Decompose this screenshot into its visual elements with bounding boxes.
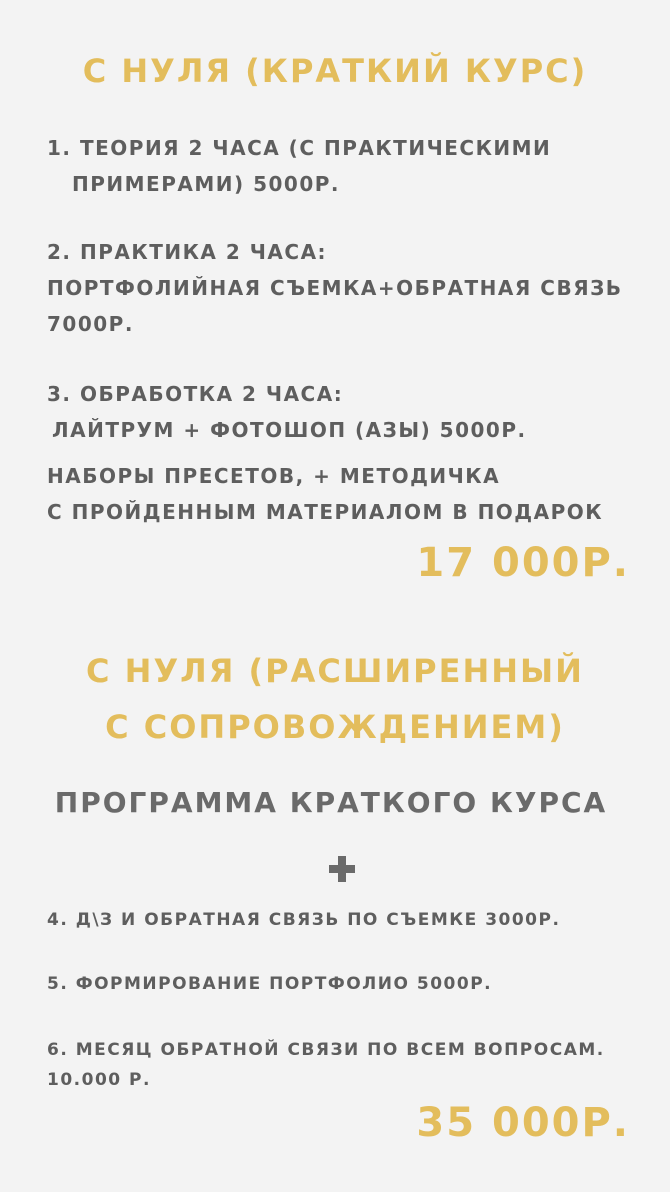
course-1-item-2-line-3: 7000Р. (47, 312, 134, 336)
course-1-bonus-line-1: НАБОРЫ ПРЕСЕТОВ, + МЕТОДИЧКА (47, 464, 501, 488)
course-2-item-6-line-2: 10.000 Р. (47, 1070, 151, 1090)
course-1-bonus-line-2: С ПРОЙДЕННЫМ МАТЕРИАЛОМ В ПОДАРОК (47, 500, 604, 524)
course-2-title-line-2: С СОПРОВОЖДЕНИЕМ) (105, 708, 565, 746)
course-2-price: 35 000Р. (416, 1100, 630, 1146)
plus-icon (329, 856, 355, 882)
course-1-price: 17 000Р. (416, 540, 630, 586)
course-1-item-1-line-2: ПРИМЕРАМИ) 5000Р. (72, 172, 340, 196)
course-2-title-line-1: С НУЛЯ (РАСШИРЕННЫЙ (86, 652, 584, 690)
course-2-item-6-line-1: 6. МЕСЯЦ ОБРАТНОЙ СВЯЗИ ПО ВСЕМ ВОПРОСАМ. (47, 1040, 605, 1060)
course-2-item-5: 5. ФОРМИРОВАНИЕ ПОРТФОЛИО 5000Р. (47, 974, 493, 994)
course-1-item-3-line-2: ЛАЙТРУМ + ФОТОШОП (АЗЫ) 5000Р. (52, 418, 527, 442)
course-1-item-2-line-2: ПОРТФОЛИЙНАЯ СЪЕМКА+ОБРАТНАЯ СВЯЗЬ (47, 276, 623, 300)
course-2-subhead: ПРОГРАММА КРАТКОГО КУРСА (54, 786, 608, 819)
course-1-item-3-line-1: 3. ОБРАБОТКА 2 ЧАСА: (47, 382, 344, 406)
course-1-title: С НУЛЯ (КРАТКИЙ КУРС) (82, 52, 588, 90)
course-1-item-1-line-1: 1. ТЕОРИЯ 2 ЧАСА (С ПРАКТИЧЕСКИМИ (47, 136, 552, 160)
course-1-item-2-line-1: 2. ПРАКТИКА 2 ЧАСА: (47, 240, 328, 264)
course-2-item-4: 4. Д\З И ОБРАТНАЯ СВЯЗЬ ПО СЪЕМКЕ 3000Р. (47, 910, 561, 930)
